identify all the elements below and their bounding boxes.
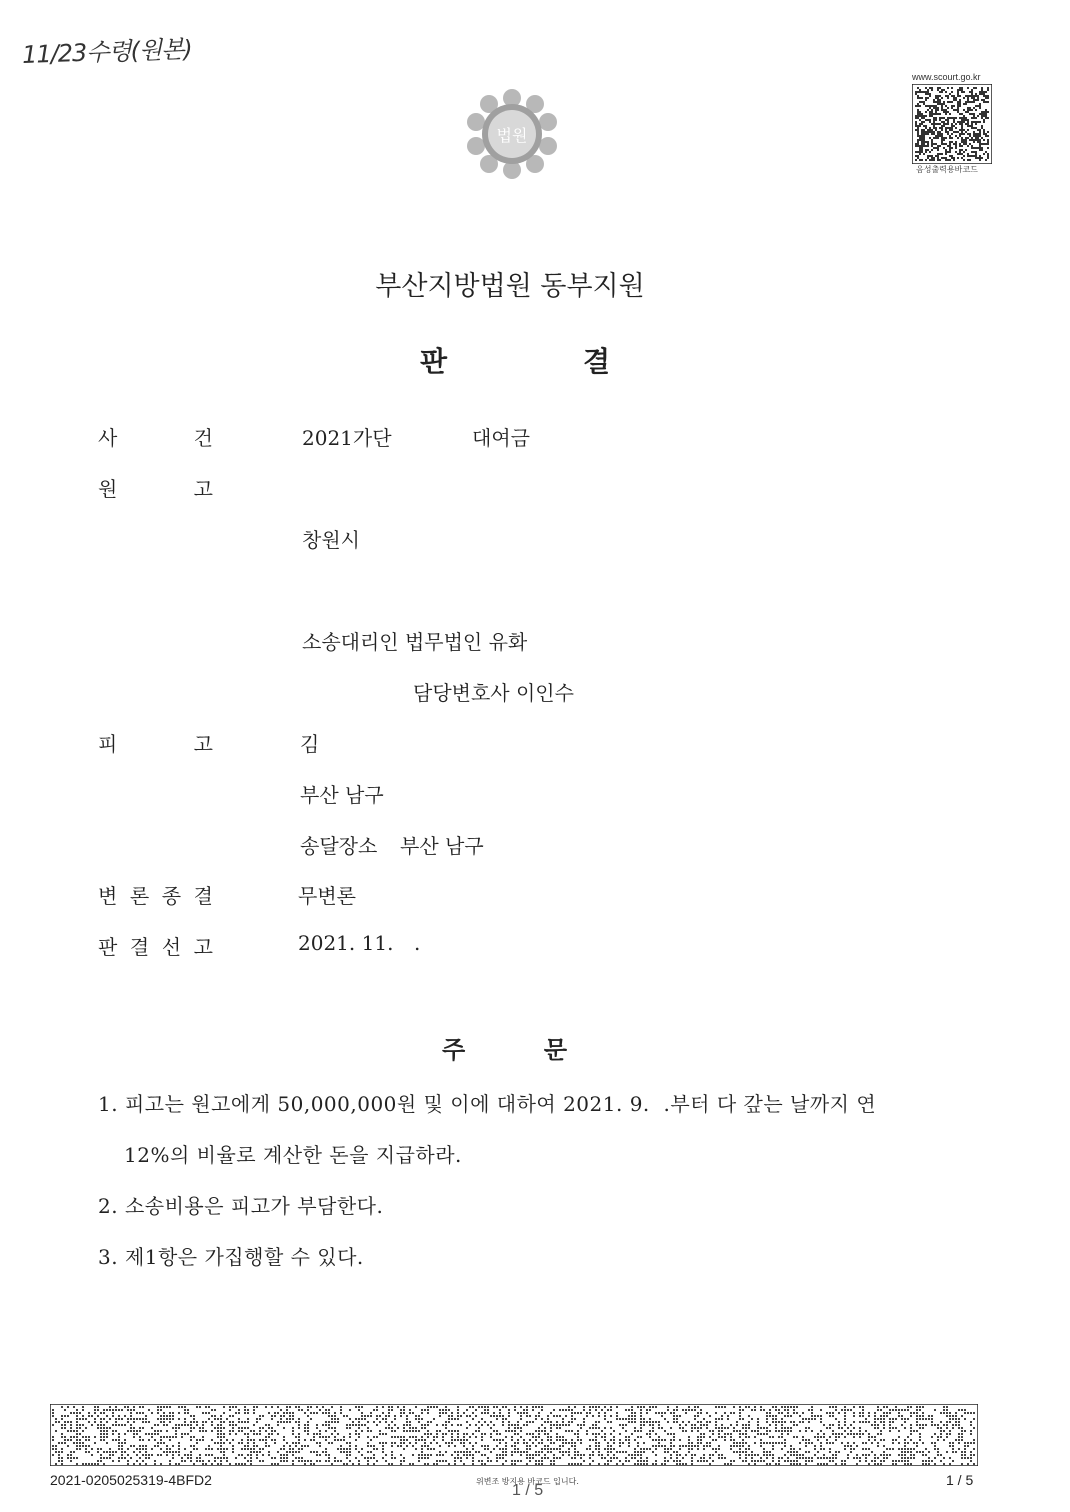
judgment-label-char: 결	[129, 935, 150, 959]
qr-code-icon	[912, 84, 992, 164]
document-title	[420, 340, 610, 380]
defendant-label-char: 고	[193, 732, 213, 756]
case-number: 2021가단	[302, 426, 392, 450]
pleading-end-value: 무변론	[298, 884, 356, 908]
service-address: 부산 남구	[400, 834, 484, 858]
plaintiff-label	[98, 473, 213, 502]
plaintiff-counsel: 소송대리인 법무법인 유화	[302, 630, 528, 654]
handwritten-receipt-note: 11/23수령(원본)	[21, 35, 193, 69]
order-title-char-1: 주	[442, 1036, 466, 1064]
order-title-char-2: 문	[543, 1036, 567, 1064]
pleading-label-char: 변	[98, 884, 118, 908]
case-label	[98, 422, 213, 451]
title-char-1: 판	[420, 345, 448, 378]
plaintiff-address: 창원시	[302, 528, 360, 552]
qr-caption: 음성출력용바코드	[916, 165, 978, 174]
pleading-end-label	[98, 880, 213, 909]
order-item-1-line-1: 1. 피고는 원고에게 50,000,000원 및 이에 대하여 2021. 9. .부터 다 갚는 날까지 연	[98, 1092, 877, 1116]
plaintiff-label-char: 원	[98, 477, 118, 501]
plaintiff-lawyer: 담당변호사 이인수	[413, 681, 574, 705]
qr-url: www.scourt.go.kr	[912, 72, 981, 82]
court-name: 부산지방법원 동부지원	[375, 271, 645, 302]
order-item-2: 2. 소송비용은 피고가 부담한다.	[98, 1194, 384, 1218]
case-subject: 대여금	[472, 426, 530, 450]
pleading-label-char: 결	[193, 884, 213, 908]
title-char-2: 결	[582, 345, 610, 378]
defendant-label-char: 피	[98, 732, 118, 756]
seal-label: 법원	[496, 126, 528, 145]
defendant-name: 김	[300, 732, 320, 756]
service-label: 송달장소	[300, 834, 378, 858]
anti-forgery-barcode-icon	[50, 1404, 978, 1466]
defendant-address: 부산 남구	[300, 783, 384, 807]
order-section-title	[442, 1030, 567, 1065]
judgment-label-char: 선	[161, 935, 182, 959]
court-seal-icon	[462, 84, 562, 184]
pleading-label-char: 종	[161, 884, 182, 908]
defendant-label	[98, 728, 213, 757]
order-item-1-line-2: 12%의 비율로 계산한 돈을 지급하라.	[124, 1143, 462, 1167]
judgment-date-dot: .	[414, 931, 421, 955]
plaintiff-label-char: 고	[193, 477, 213, 501]
judgment-label-char: 고	[193, 935, 213, 959]
pleading-label-char: 론	[129, 884, 150, 908]
case-label-char: 건	[193, 426, 213, 450]
judgment-label-char: 판	[98, 935, 118, 959]
case-label-char: 사	[98, 426, 118, 450]
order-item-3: 3. 제1항은 가집행할 수 있다.	[98, 1245, 364, 1269]
barcode-note: 위변조 방지용 바코드 입니다.	[476, 1477, 579, 1486]
judgment-date-label	[98, 931, 213, 960]
page-number-center: 1 / 5	[512, 1482, 544, 1499]
judgment-date-value: 2021. 11.	[298, 931, 394, 955]
page-number-right: 1 / 5	[946, 1472, 974, 1488]
document-id: 2021-0205025319-4BFD2	[50, 1472, 212, 1488]
